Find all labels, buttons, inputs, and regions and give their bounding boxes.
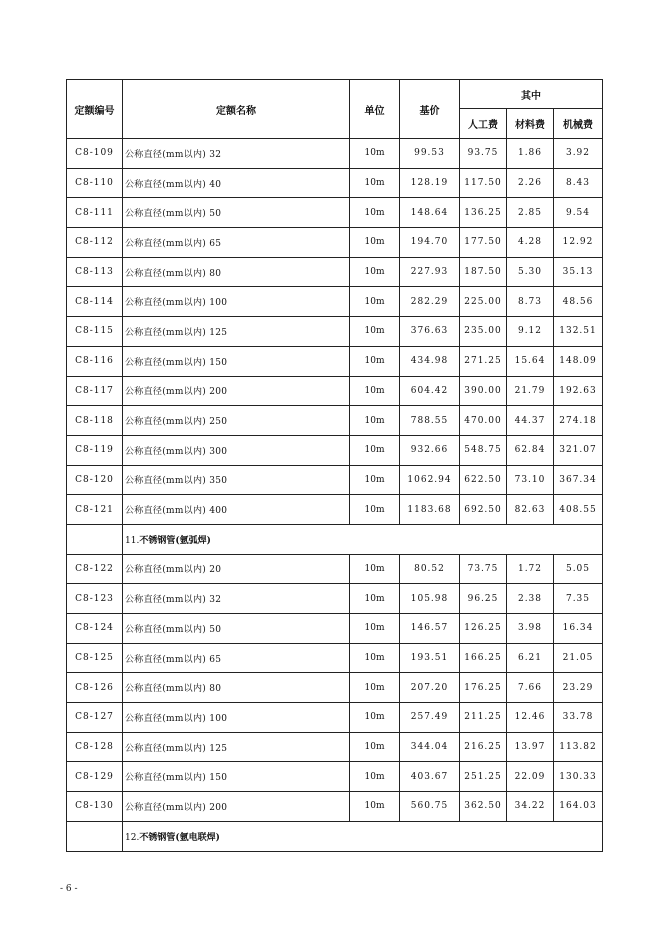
material-cost-cell: 22.09 <box>507 762 554 792</box>
table-row <box>67 198 603 228</box>
machine-cost-cell: 7.35 <box>554 584 603 614</box>
base-price-cell: 932.66 <box>400 435 460 465</box>
material-cost-cell: 1.86 <box>507 139 554 169</box>
labor-cost-cell: 271.25 <box>460 346 507 376</box>
quota-name-cell: 公称直径(mm以内) 200 <box>123 376 350 406</box>
section-title-text: 不锈钢管 <box>139 832 176 843</box>
machine-cost-cell: 16.34 <box>554 614 603 644</box>
table-row <box>67 584 603 614</box>
table-row <box>67 376 603 406</box>
unit-cell: 10m <box>350 376 400 406</box>
unit-cell: 10m <box>350 673 400 703</box>
table-row <box>67 346 603 376</box>
table-row <box>67 673 603 703</box>
machine-cost-cell: 8.43 <box>554 168 603 198</box>
table-row <box>67 317 603 347</box>
table-row <box>67 792 603 822</box>
base-price-cell: 344.04 <box>400 732 460 762</box>
material-cost-cell: 15.64 <box>507 346 554 376</box>
base-price-cell: 80.52 <box>400 554 460 584</box>
header-unit: 单位 <box>350 80 400 139</box>
material-cost-cell: 7.66 <box>507 673 554 703</box>
quota-name-cell: 公称直径(mm以内) 150 <box>123 346 350 376</box>
quota-code-cell: C8-116 <box>67 346 123 376</box>
quota-name-cell: 公称直径(mm以内) 20 <box>123 554 350 584</box>
quota-code-cell: C8-122 <box>67 554 123 584</box>
machine-cost-cell: 164.03 <box>554 792 603 822</box>
unit-cell: 10m <box>350 139 400 169</box>
machine-cost-cell: 274.18 <box>554 406 603 436</box>
quota-table <box>66 79 603 852</box>
machine-cost-cell: 148.09 <box>554 346 603 376</box>
material-cost-cell: 4.28 <box>507 228 554 258</box>
section-row <box>67 821 603 851</box>
labor-cost-cell: 211.25 <box>460 703 507 733</box>
machine-cost-cell: 23.29 <box>554 673 603 703</box>
unit-cell: 10m <box>350 228 400 258</box>
material-cost-cell: 21.79 <box>507 376 554 406</box>
quota-name-cell: 公称直径(mm以内) 250 <box>123 406 350 436</box>
header-material: 材料费 <box>507 109 554 139</box>
unit-cell: 10m <box>350 346 400 376</box>
material-cost-cell: 3.98 <box>507 614 554 644</box>
material-cost-cell: 6.21 <box>507 643 554 673</box>
base-price-cell: 282.29 <box>400 287 460 317</box>
labor-cost-cell: 166.25 <box>460 643 507 673</box>
machine-cost-cell: 9.54 <box>554 198 603 228</box>
quota-code-cell: C8-118 <box>67 406 123 436</box>
base-price-cell: 99.53 <box>400 139 460 169</box>
quota-code-cell: C8-126 <box>67 673 123 703</box>
table-row <box>67 762 603 792</box>
labor-cost-cell: 187.50 <box>460 257 507 287</box>
base-price-cell: 788.55 <box>400 406 460 436</box>
base-price-cell: 193.51 <box>400 643 460 673</box>
machine-cost-cell: 192.63 <box>554 376 603 406</box>
quota-name-cell: 公称直径(mm以内) 300 <box>123 435 350 465</box>
material-cost-cell: 62.84 <box>507 435 554 465</box>
material-cost-cell: 2.26 <box>507 168 554 198</box>
section-code-cell <box>67 821 123 851</box>
table-row <box>67 435 603 465</box>
table-row <box>67 732 603 762</box>
unit-cell: 10m <box>350 435 400 465</box>
material-cost-cell: 5.30 <box>507 257 554 287</box>
base-price-cell: 194.70 <box>400 228 460 258</box>
quota-name-cell: 公称直径(mm以内) 400 <box>123 495 350 525</box>
labor-cost-cell: 390.00 <box>460 376 507 406</box>
quota-name-cell: 公称直径(mm以内) 100 <box>123 703 350 733</box>
unit-cell: 10m <box>350 703 400 733</box>
table-row <box>67 465 603 495</box>
quota-code-cell: C8-117 <box>67 376 123 406</box>
base-price-cell: 560.75 <box>400 792 460 822</box>
labor-cost-cell: 176.25 <box>460 673 507 703</box>
machine-cost-cell: 408.55 <box>554 495 603 525</box>
unit-cell: 10m <box>350 762 400 792</box>
material-cost-cell: 44.37 <box>507 406 554 436</box>
section-subtitle-text: (氩电联焊) <box>175 832 220 843</box>
base-price-cell: 1062.94 <box>400 465 460 495</box>
quota-name-cell: 公称直径(mm以内) 32 <box>123 139 350 169</box>
quota-code-cell: C8-125 <box>67 643 123 673</box>
material-cost-cell: 2.38 <box>507 584 554 614</box>
header-among: 其中 <box>460 80 603 109</box>
quota-name-cell: 公称直径(mm以内) 125 <box>123 317 350 347</box>
base-price-cell: 128.19 <box>400 168 460 198</box>
base-price-cell: 604.42 <box>400 376 460 406</box>
labor-cost-cell: 117.50 <box>460 168 507 198</box>
quota-name-cell: 公称直径(mm以内) 100 <box>123 287 350 317</box>
base-price-cell: 403.67 <box>400 762 460 792</box>
table-row <box>67 228 603 258</box>
base-price-cell: 257.49 <box>400 703 460 733</box>
table-row <box>67 139 603 169</box>
table-row <box>67 287 603 317</box>
machine-cost-cell: 321.07 <box>554 435 603 465</box>
quota-code-cell: C8-119 <box>67 435 123 465</box>
section-subtitle-text: (氩弧焊) <box>175 535 211 546</box>
quota-name-cell: 公称直径(mm以内) 125 <box>123 732 350 762</box>
unit-cell: 10m <box>350 465 400 495</box>
section-number: 11. <box>125 535 140 546</box>
unit-cell: 10m <box>350 614 400 644</box>
header-labor: 人工费 <box>460 109 507 139</box>
material-cost-cell: 73.10 <box>507 465 554 495</box>
section-title <box>123 524 603 554</box>
quota-name-cell: 公称直径(mm以内) 200 <box>123 792 350 822</box>
material-cost-cell: 2.85 <box>507 198 554 228</box>
unit-cell: 10m <box>350 287 400 317</box>
labor-cost-cell: 126.25 <box>460 614 507 644</box>
quota-name-cell: 公称直径(mm以内) 50 <box>123 614 350 644</box>
base-price-cell: 227.93 <box>400 257 460 287</box>
quota-name-cell: 公称直径(mm以内) 350 <box>123 465 350 495</box>
labor-cost-cell: 235.00 <box>460 317 507 347</box>
section-code-cell <box>67 524 123 554</box>
quota-code-cell: C8-128 <box>67 732 123 762</box>
quota-name-cell: 公称直径(mm以内) 80 <box>123 673 350 703</box>
quota-code-cell: C8-109 <box>67 139 123 169</box>
labor-cost-cell: 470.00 <box>460 406 507 436</box>
unit-cell: 10m <box>350 643 400 673</box>
unit-cell: 10m <box>350 168 400 198</box>
table-row <box>67 406 603 436</box>
labor-cost-cell: 362.50 <box>460 792 507 822</box>
header-code: 定额编号 <box>67 80 123 139</box>
unit-cell: 10m <box>350 257 400 287</box>
table-body <box>67 139 603 852</box>
material-cost-cell: 82.63 <box>507 495 554 525</box>
material-cost-cell: 8.73 <box>507 287 554 317</box>
table-row <box>67 257 603 287</box>
table-row <box>67 495 603 525</box>
machine-cost-cell: 48.56 <box>554 287 603 317</box>
unit-cell: 10m <box>350 584 400 614</box>
quota-code-cell: C8-129 <box>67 762 123 792</box>
labor-cost-cell: 548.75 <box>460 435 507 465</box>
unit-cell: 10m <box>350 406 400 436</box>
quota-name-cell: 公称直径(mm以内) 50 <box>123 198 350 228</box>
table-row <box>67 643 603 673</box>
labor-cost-cell: 251.25 <box>460 762 507 792</box>
labor-cost-cell: 225.00 <box>460 287 507 317</box>
base-price-cell: 146.57 <box>400 614 460 644</box>
base-price-cell: 105.98 <box>400 584 460 614</box>
labor-cost-cell: 216.25 <box>460 732 507 762</box>
base-price-cell: 207.20 <box>400 673 460 703</box>
quota-name-cell: 公称直径(mm以内) 32 <box>123 584 350 614</box>
quota-code-cell: C8-121 <box>67 495 123 525</box>
machine-cost-cell: 21.05 <box>554 643 603 673</box>
machine-cost-cell: 130.33 <box>554 762 603 792</box>
machine-cost-cell: 367.34 <box>554 465 603 495</box>
base-price-cell: 1183.68 <box>400 495 460 525</box>
quota-name-cell: 公称直径(mm以内) 65 <box>123 643 350 673</box>
unit-cell: 10m <box>350 317 400 347</box>
quota-code-cell: C8-113 <box>67 257 123 287</box>
labor-cost-cell: 622.50 <box>460 465 507 495</box>
base-price-cell: 148.64 <box>400 198 460 228</box>
table-row <box>67 703 603 733</box>
header-machine: 机械费 <box>554 109 603 139</box>
quota-code-cell: C8-110 <box>67 168 123 198</box>
quota-code-cell: C8-130 <box>67 792 123 822</box>
labor-cost-cell: 177.50 <box>460 228 507 258</box>
quota-code-cell: C8-111 <box>67 198 123 228</box>
table-row <box>67 554 603 584</box>
quota-code-cell: C8-112 <box>67 228 123 258</box>
page-number: - 6 - <box>60 884 78 894</box>
labor-cost-cell: 692.50 <box>460 495 507 525</box>
unit-cell: 10m <box>350 198 400 228</box>
labor-cost-cell: 96.25 <box>460 584 507 614</box>
header-base-price: 基价 <box>400 80 460 139</box>
machine-cost-cell: 3.92 <box>554 139 603 169</box>
table-row <box>67 614 603 644</box>
quota-code-cell: C8-114 <box>67 287 123 317</box>
machine-cost-cell: 12.92 <box>554 228 603 258</box>
quota-code-cell: C8-127 <box>67 703 123 733</box>
quota-name-cell: 公称直径(mm以内) 65 <box>123 228 350 258</box>
base-price-cell: 376.63 <box>400 317 460 347</box>
section-title-text: 不锈钢管 <box>139 535 176 546</box>
section-title <box>123 821 603 851</box>
section-row <box>67 524 603 554</box>
material-cost-cell: 1.72 <box>507 554 554 584</box>
quota-name-cell: 公称直径(mm以内) 40 <box>123 168 350 198</box>
material-cost-cell: 12.46 <box>507 703 554 733</box>
header-name: 定额名称 <box>123 80 350 139</box>
quota-name-cell: 公称直径(mm以内) 80 <box>123 257 350 287</box>
labor-cost-cell: 73.75 <box>460 554 507 584</box>
unit-cell: 10m <box>350 554 400 584</box>
machine-cost-cell: 33.78 <box>554 703 603 733</box>
quota-name-cell: 公称直径(mm以内) 150 <box>123 762 350 792</box>
base-price-cell: 434.98 <box>400 346 460 376</box>
labor-cost-cell: 136.25 <box>460 198 507 228</box>
unit-cell: 10m <box>350 732 400 762</box>
quota-code-cell: C8-123 <box>67 584 123 614</box>
machine-cost-cell: 35.13 <box>554 257 603 287</box>
section-number: 12. <box>125 832 140 843</box>
unit-cell: 10m <box>350 495 400 525</box>
material-cost-cell: 13.97 <box>507 732 554 762</box>
table-row <box>67 168 603 198</box>
labor-cost-cell: 93.75 <box>460 139 507 169</box>
unit-cell: 10m <box>350 792 400 822</box>
material-cost-cell: 34.22 <box>507 792 554 822</box>
quota-code-cell: C8-120 <box>67 465 123 495</box>
machine-cost-cell: 132.51 <box>554 317 603 347</box>
quota-code-cell: C8-115 <box>67 317 123 347</box>
machine-cost-cell: 5.05 <box>554 554 603 584</box>
machine-cost-cell: 113.82 <box>554 732 603 762</box>
quota-code-cell: C8-124 <box>67 614 123 644</box>
material-cost-cell: 9.12 <box>507 317 554 347</box>
